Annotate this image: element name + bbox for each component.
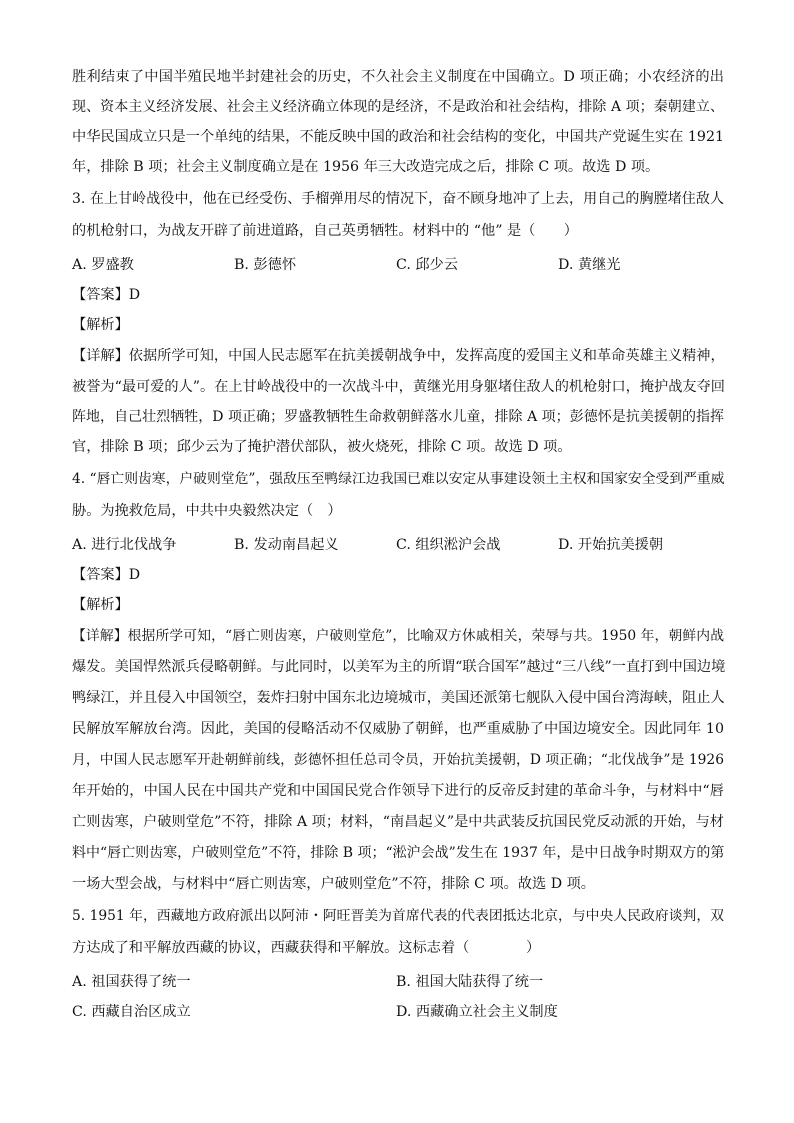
question-4-answer: 【答案】D xyxy=(72,567,141,583)
question-4-analysis-label: 【解析】 xyxy=(72,597,129,613)
question-4-detail: 民解放军解放台湾。因此，美国的侵略活动不仅威胁了朝鲜，也严重威胁了中国边境安全。因此同年 10 xyxy=(72,721,724,737)
text-line: 现、资本主义经济发展、社会主义经济确立体现的是经济，不是政治和社会结构，排除 A 项；秦朝建立、 xyxy=(72,99,724,115)
question-4-detail: 一场大型会战，与材料中“唇亡则齿寒，户破则堂危”不符，排除 C 项。故选 D 项。 xyxy=(72,876,595,892)
question-3-answer: 【答案】D xyxy=(72,287,141,303)
question-3-detail: 阵地，自己壮烈牺牲，D 项正确；罗盛教牺牲生命救朝鲜落水儿童，排除 A 项；彭德怀是抗美援朝的指挥 xyxy=(72,409,724,425)
text-line: 胜利结束了中国半殖民地半封建社会的历史，不久社会主义制度在中国确立。D 项正确；小农经济的出 xyxy=(72,69,724,85)
text-line: 中华民国成立只是一个单纯的结果，不能反映中国的政治和社会结构的变化，中国共产党诞生实在 1921 xyxy=(72,129,724,145)
question-3-option-b: B. 彭德怀 xyxy=(234,257,297,273)
question-4-option-d: D. 开始抗美援朝 xyxy=(558,537,664,553)
question-4-option-b: B. 发动南昌起义 xyxy=(234,537,339,553)
question-3-detail: 被誉为“最可爱的人”。在上甘岭战役中的一次战斗中，黄继光用身躯堵住敌人的机枪射口，掩护战友夺回 xyxy=(72,379,725,395)
question-4-option-a: A. 进行北伐战争 xyxy=(72,537,177,553)
question-4-detail: 【详解】根据所学可知，“唇亡则齿寒，户破则堂危”，比喻双方休戚相关，荣辱与共。1950 年，朝鲜内战 xyxy=(72,628,724,644)
question-5-option-c: C. 西藏自治区成立 xyxy=(72,1004,191,1020)
question-4-stem: 4. “唇亡则齿寒，户破则堂危”，强敌压至鸭绿江边我国已难以安定从事建设领土主权和国家安全受到严重威 xyxy=(72,471,725,487)
question-5-option-a: A. 祖国获得了统一 xyxy=(72,974,191,990)
question-5-stem: 方达成了和平解放西藏的协议，西藏获得和平解放。这标志着（ ） xyxy=(72,940,541,956)
question-3-option-a: A. 罗盛教 xyxy=(72,257,134,273)
question-5-option-d: D. 西藏确立社会主义制度 xyxy=(396,1004,558,1020)
question-4-detail: 月，中国人民志愿军开赴朝鲜前线，彭德怀担任总司令员，开始抗美援朝，D 项正确；“北伐战争”是 1926 xyxy=(72,752,724,768)
question-3-detail: 【详解】依据所学可知，中国人民志愿军在抗美援朝战争中，发挥高度的爱国主义和革命英雄主义精神， xyxy=(72,348,725,364)
question-4-detail: 年开始的，中国人民在中国共产党和中国国民党合作领导下进行的反帝反封建的革命斗争，与材料中“唇 xyxy=(72,783,724,799)
text-line: 年，排除 B 项；社会主义制度确立是在 1956 年三大改造完成之后，排除 C 项。故选 D 项。 xyxy=(72,159,660,175)
question-4-option-c: C. 组织淞沪会战 xyxy=(396,537,501,553)
question-3-option-c: C. 邱少云 xyxy=(396,257,458,273)
question-3-detail: 官，排除 B 项；邱少云为了掩护潜伏部队，被火烧死，排除 C 项。故选 D 项。 xyxy=(72,439,572,455)
question-3-analysis-label: 【解析】 xyxy=(72,317,129,333)
question-4-stem: 胁。为挽救危局，中共中央毅然决定（ ） xyxy=(72,503,342,519)
question-3-stem: 3. 在上甘岭战役中，他在已经受伤、手榴弹用尽的情况下，奋不顾身地冲了上去，用自己的胸膛堵住敌人 xyxy=(72,191,724,207)
question-4-detail: 料中“唇亡则齿寒，户破则堂危”不符，排除 B 项；“淞沪会战”发生在 1937 年，是中日战争时期双方的第 xyxy=(72,845,725,861)
question-4-detail: 鸭绿江，并且侵入中国领空，轰炸扫射中国东北边境城市，美国还派第七舰队入侵中国台湾海峡，阻止人 xyxy=(72,690,725,706)
question-3-stem: 的机枪射口，为战友开辟了前进道路，自己英勇牺牲。材料中的 “他” 是（ ） xyxy=(72,223,578,239)
question-4-detail: 爆发。美国悍然派兵侵略朝鲜。与此同时，以美军为主的所谓“联合国军”越过“三八线”一直打到中国边境 xyxy=(72,659,726,675)
question-5-stem: 5. 1951 年，西藏地方政府派出以阿沛・阿旺晋美为首席代表的代表团抵达北京，与中央人民政府谈判，双 xyxy=(72,908,724,924)
question-4-detail: 亡则齿寒，户破则堂危”不符，排除 A 项；材料，“南昌起义”是中共武装反抗国民党反动派的开始，与材 xyxy=(72,814,724,830)
question-5-option-b: B. 祖国大陆获得了统一 xyxy=(396,974,544,990)
question-3-option-d: D. 黄继光 xyxy=(558,257,621,273)
